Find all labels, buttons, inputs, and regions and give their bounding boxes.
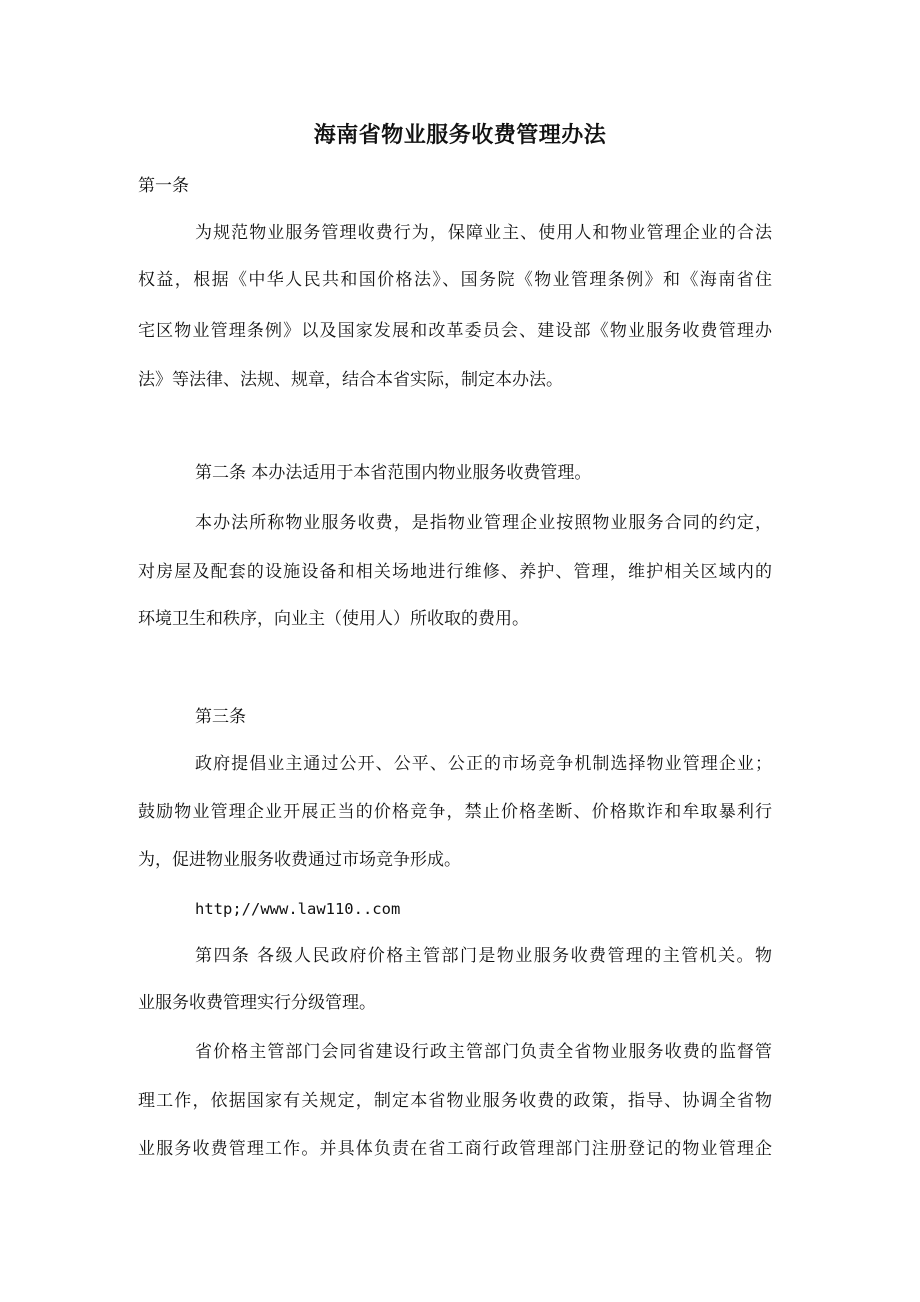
article-3-heading: 第三条 [195,707,246,727]
article-3-line: 鼓励物业管理企业开展正当的价格竞争，禁止价格垄断、价格欺诈和牟取暴利行 [138,802,772,822]
article-3-line: 政府提倡业主通过公开、公平、公正的市场竞争机制选择物业管理企业； [195,754,772,774]
article-4-para-line: 理工作，依据国家有关规定，制定本省物业服务收费的政策，指导、协调全省物 [138,1091,772,1111]
article-3-line: 为，促进物业服务收费通过市场竞争形成。 [138,850,461,870]
article-2-para-line: 对房屋及配套的设施设备和相关场地进行维修、养护、管理，维护相关区域内的 [138,562,772,582]
article-4-para-line: 省价格主管部门会同省建设行政主管部门负责全省物业服务收费的监督管 [195,1042,772,1062]
article-2-para-line: 本办法所称物业服务收费，是指物业管理企业按照物业服务合同的约定， [195,513,772,533]
article-1-line: 权益，根据《中华人民共和国价格法》、国务院《物业管理条例》和《海南省住 [138,270,772,290]
article-2-para-line: 环境卫生和秩序，向业主（使用人）所收取的费用。 [138,609,529,629]
article-4-line: 业服务收费管理实行分级管理。 [138,993,376,1013]
article-1-line: 宅区物业管理条例》以及国家发展和改革委员会、建设部《物业服务收费管理办 [138,321,772,341]
article-1-heading: 第一条 [138,176,189,196]
article-4-line: 第四条 各级人民政府价格主管部门是物业服务收费管理的主管机关。物 [195,946,772,966]
article-2-line: 第二条 本办法适用于本省范围内物业服务收费管理。 [195,463,592,483]
article-1-line: 为规范物业服务管理收费行为，保障业主、使用人和物业管理企业的合法 [195,223,772,243]
page-title: 海南省物业服务收费管理办法 [313,122,607,148]
article-1-line: 法》等法律、法规、规章，结合本省实际，制定本办法。 [138,370,563,390]
article-4-para-line: 业服务收费管理工作。并具体负责在省工商行政管理部门注册登记的物业管理企 [138,1139,772,1159]
source-url: http;//www.law110..com [195,900,401,918]
